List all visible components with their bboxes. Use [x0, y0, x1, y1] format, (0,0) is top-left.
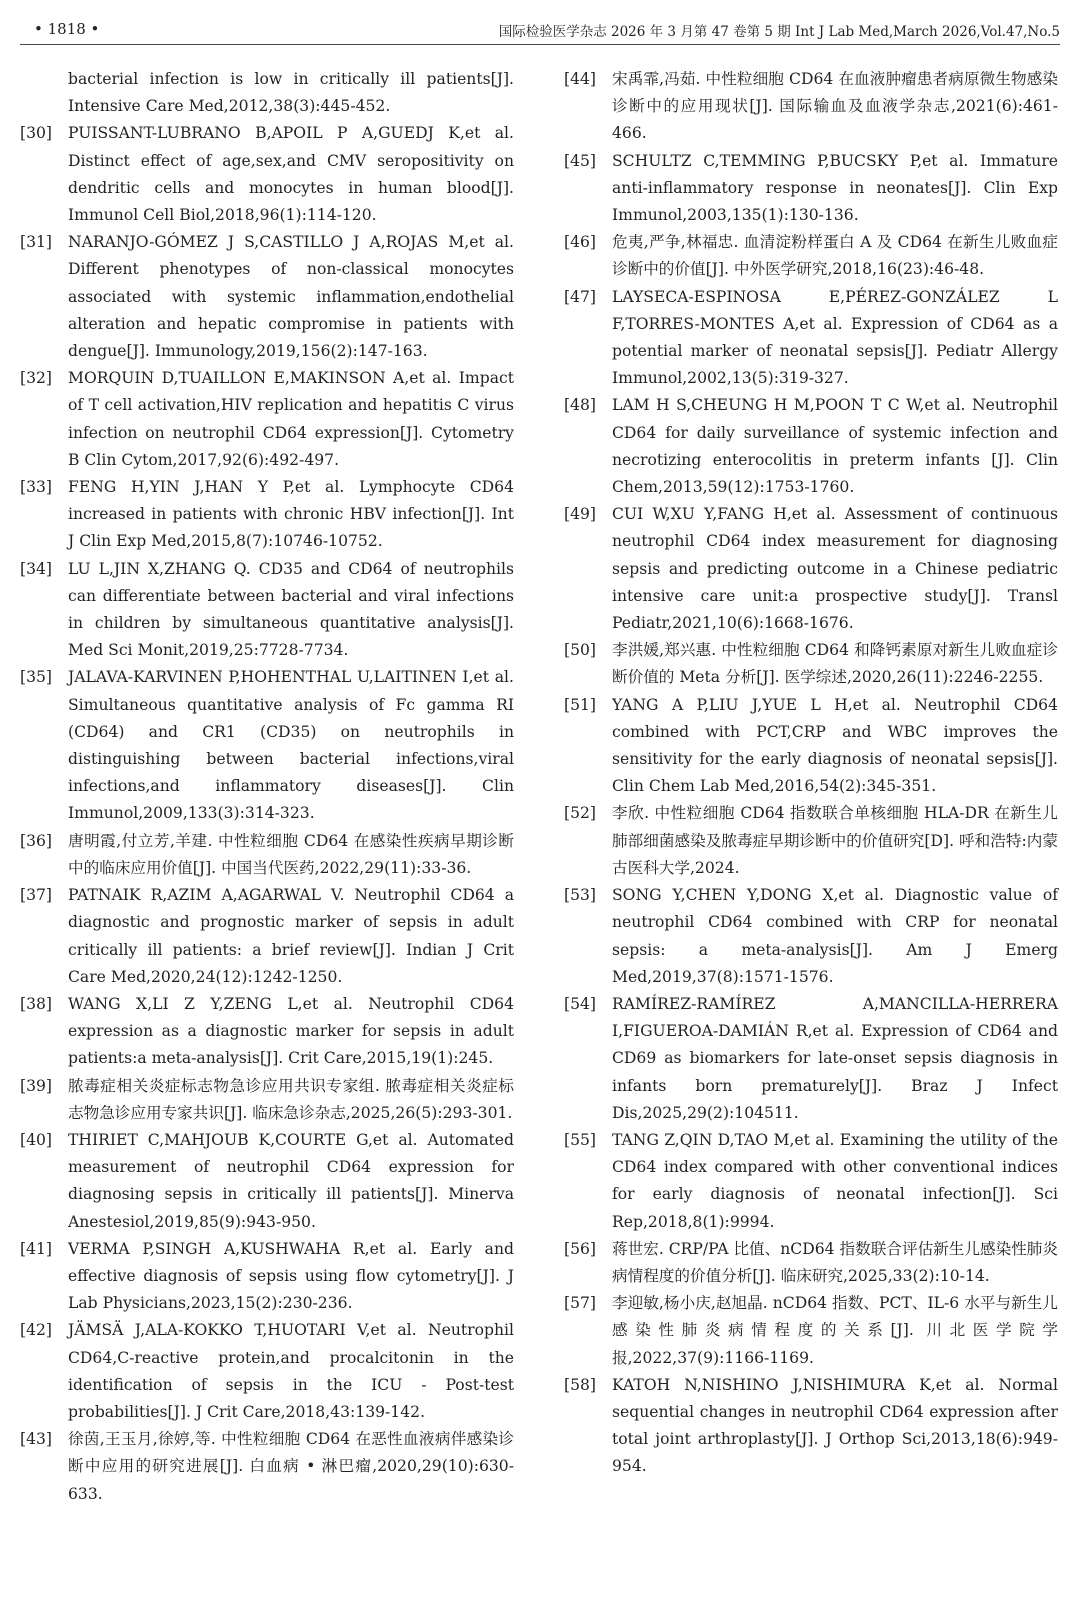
- reference-number: [41]: [20, 1239, 53, 1258]
- reference-number: [39]: [20, 1076, 53, 1095]
- reference-text: FENG H,YIN J,HAN Y P,et al. Lymphocyte CD64 increased in patients with chronic HBV infection[J]. Int J Clin Exp Med,2015,8(7):10746-10752.: [68, 478, 514, 551]
- reference-text: THIRIET C,MAHJOUB K,COURTE G,et al. Automated measurement of neutrophil CD64 expression for diagnosing sepsis in critically ill patients[J]. Minerva Anestesiol,2019,85(9):943-950.: [68, 1130, 514, 1231]
- reference-text: 宋禹霏,冯茹. 中性粒细胞 CD64 在血液肿瘤患者病原微生物感染诊断中的应用现状[J]. 国际输血及血液学杂志,2021(6):461-466.: [612, 70, 1058, 143]
- reference-number: [44]: [564, 70, 597, 88]
- reference-number: [47]: [564, 287, 597, 306]
- reference-number: [45]: [564, 151, 597, 170]
- reference-number: [32]: [20, 369, 53, 388]
- reference-entry: [20, 991, 514, 1073]
- reference-entry: [20, 828, 514, 882]
- reference-text: 危夷,严争,林福忠. 血清淀粉样蛋白 A 及 CD64 在新生儿败血症诊断中的价值[J]. 中外医学研究,2018,16(23):46-48.: [612, 233, 1058, 279]
- reference-text: JALAVA-KARVINEN P,HOHENTHAL U,LAITINEN I,et al. Simultaneous quantitative analysis of Fc gamma RI (CD64) and CR1 (CD35) on neutrophils in distinguishing between bacterial infections,viral infections,and inflammatory diseases[J]. Clin Immunol,2009,133(3):314-323.: [68, 668, 514, 823]
- reference-entry: [564, 1236, 1058, 1290]
- reference-number: [35]: [20, 668, 53, 687]
- reference-entry: [20, 1127, 514, 1236]
- reference-number: [33]: [20, 478, 53, 497]
- reference-entry: [564, 991, 1058, 1127]
- reference-text: LU L,JIN X,ZHANG Q. CD35 and CD64 of neutrophils can differentiate between bacterial and viral infections in children by simultaneous quantitative analysis[J]. Med Sci Monit,2019,25:7728-7734.: [68, 559, 514, 660]
- reference-entry: [564, 800, 1058, 882]
- reference-text: KATOH N,NISHINO J,NISHIMURA K,et al. Normal sequential changes in neutrophil CD64 expression after total joint arthroplasty[J]. J Orthop Sci,2013,18(6):949-954.: [612, 1375, 1058, 1476]
- reference-column-left: [20, 66, 514, 1508]
- reference-entry: [20, 365, 514, 474]
- reference-entry: [20, 882, 514, 991]
- reference-entry: [564, 229, 1058, 283]
- reference-entry: [20, 1073, 514, 1127]
- header-rule: [20, 44, 1060, 45]
- running-header: [0, 0, 1080, 46]
- reference-text: 李迎敏,杨小庆,赵旭晶. nCD64 指数、PCT、IL-6 水平与新生儿感染性肺炎病情程度的关系[J]. 川北医学院学报,2022,37(9):1166-1169.: [612, 1294, 1058, 1367]
- reference-number: [34]: [20, 559, 53, 578]
- reference-text: SONG Y,CHEN Y,DONG X,et al. Diagnostic value of neutrophil CD64 combined with CRP for neonatal sepsis: a meta-analysis[J]. Am J Emerg Med,2019,37(8):1571-1576.: [612, 886, 1058, 986]
- reference-entry: [564, 392, 1058, 501]
- reference-text: LAYSECA-ESPINOSA E,PÉREZ-GONZÁLEZ L F,TORRES-MONTES A,et al. Expression of CD64 as a potential marker of neonatal sepsis[J]. Pediatr Allergy Immunol,2002,13(5):319-327.: [612, 287, 1058, 388]
- reference-number: [48]: [564, 396, 597, 415]
- reference-text: CUI W,XU Y,FANG H,et al. Assessment of continuous neutrophil CD64 index measurement for diagnosing sepsis and predicting outcome in a Chinese pediatric intensive care unit:a prospective study[J]. Transl Pediatr,2021,10(6):1668-1676.: [612, 505, 1058, 633]
- reference-entry: [564, 148, 1058, 230]
- reference-number: [51]: [564, 695, 597, 714]
- page-number: • 1818 •: [34, 20, 100, 38]
- reference-number: [30]: [20, 124, 53, 143]
- reference-number: [37]: [20, 886, 53, 905]
- reference-entry: [20, 1317, 514, 1426]
- reference-text: 脓毒症相关炎症标志物急诊应用共识专家组. 脓毒症相关炎症标志物急诊应用专家共识[J]. 临床急诊杂志,2025,26(5):293-301.: [68, 1076, 514, 1122]
- reference-entry: [20, 556, 514, 665]
- reference-number: [53]: [564, 886, 597, 905]
- reference-number: [55]: [564, 1130, 597, 1149]
- reference-number: [50]: [564, 641, 597, 660]
- reference-entry: [564, 882, 1058, 991]
- reference-number: [31]: [20, 233, 53, 252]
- reference-text: JÄMSÄ J,ALA-KOKKO T,HUOTARI V,et al. Neutrophil CD64,C-reactive protein,and procalcitonin in the identification of sepsis in the ICU - Post-test probabilities[J]. J Crit Care,2018,43:139-142.: [68, 1321, 514, 1421]
- reference-number: [46]: [564, 233, 597, 252]
- reference-text: VERMA P,SINGH A,KUSHWAHA R,et al. Early and effective diagnosis of sepsis using flow cytometry[J]. J Lab Physicians,2023,15(2):230-236.: [68, 1239, 514, 1313]
- reference-text: PATNAIK R,AZIM A,AGARWAL V. Neutrophil CD64 a diagnostic and prognostic marker of sepsis in adult critically ill patients: a brief review[J]. Indian J Crit Care Med,2020,24(12):1242-1250.: [68, 886, 514, 986]
- journal-info: 国际检验医学杂志 2026 年 3 月第 47 卷第 5 期 Int J Lab Med,March 2026,Vol.47,No.5: [498, 24, 1060, 40]
- reference-text: 徐茵,王玉月,徐婷,等. 中性粒细胞 CD64 在恶性血液病伴感染诊断中应用的研究进展[J]. 白血病 • 淋巴瘤,2020,29(10):630-633.: [68, 1430, 514, 1503]
- reference-number: [38]: [20, 994, 53, 1013]
- reference-number: [58]: [564, 1375, 597, 1394]
- reference-number: [40]: [20, 1130, 53, 1149]
- reference-entry: [564, 1290, 1058, 1372]
- reference-entry: [564, 66, 1058, 148]
- reference-text: 唐明霞,付立芳,羊建. 中性粒细胞 CD64 在感染性疾病早期诊断中的临床应用价值[J]. 中国当代医药,2022,29(11):33-36.: [68, 831, 514, 877]
- reference-text: 蒋世宏. CRP/PA 比值、nCD64 指数联合评估新生儿感染性肺炎病情程度的价值分析[J]. 临床研究,2025,33(2):10-14.: [612, 1239, 1058, 1285]
- reference-entry: [564, 637, 1058, 691]
- reference-entry: [20, 229, 514, 365]
- reference-text: WANG X,LI Z Y,ZENG L,et al. Neutrophil CD64 expression as a diagnostic marker for sepsis in adult patients:a meta-analysis[J]. Crit Care,2015,19(1):245.: [68, 994, 514, 1068]
- reference-entry: [20, 664, 514, 827]
- reference-entry: [20, 474, 514, 556]
- reference-text: 李洪媛,郑兴惠. 中性粒细胞 CD64 和降钙素原对新生儿败血症诊断价值的 Meta 分析[J]. 医学综述,2020,26(11):2246-2255.: [612, 641, 1058, 687]
- reference-entry: [564, 692, 1058, 801]
- reference-text: RAMÍREZ-RAMÍREZ A,MANCILLA-HERRERA I,FIGUEROA-DAMIÁN R,et al. Expression of CD64 and CD69 as biomarkers for late-onset sepsis diagnosis in infants born prematurely[J]. Braz J Infect Dis,2025,29(2):104511.: [612, 994, 1058, 1122]
- reference-text: SCHULTZ C,TEMMING P,BUCSKY P,et al. Immature anti-inflammatory response in neonates[J]. Clin Exp Immunol,2003,135(1):130-136.: [612, 151, 1058, 225]
- reference-entry: [20, 120, 514, 229]
- reference-entry: [20, 1236, 514, 1318]
- reference-entry: [564, 1372, 1058, 1481]
- reference-number: [42]: [20, 1321, 53, 1340]
- reference-text: 李欣. 中性粒细胞 CD64 指数联合单核细胞 HLA-DR 在新生儿肺部细菌感染及脓毒症早期诊断中的价值研究[D]. 呼和浩特:内蒙古医科大学,2024.: [612, 804, 1058, 877]
- reference-text: NARANJO-GÓMEZ J S,CASTILLO J A,ROJAS M,et al. Different phenotypes of non-classical monocytes associated with systemic inflammation,endothelial alteration and hepatic compromise in patients with dengue[J]. Immunology,2019,156(2):147-163.: [68, 233, 514, 361]
- reference-text: MORQUIN D,TUAILLON E,MAKINSON A,et al. Impact of T cell activation,HIV replication and hepatitis C virus infection on neutrophil CD64 expression[J]. Cytometry B Clin Cytom,2017,92(6):492-497.: [68, 369, 514, 469]
- reference-number: [57]: [564, 1294, 597, 1313]
- reference-number: [54]: [564, 994, 597, 1013]
- reference-column-right: [564, 66, 1058, 1481]
- reference-text: PUISSANT-LUBRANO B,APOIL P A,GUEDJ K,et al. Distinct effect of age,sex,and CMV seropositivity on dendritic cells and monocytes in human blood[J]. Immunol Cell Biol,2018,96(1):114-120.: [68, 124, 514, 225]
- reference-text: YANG A P,LIU J,YUE L H,et al. Neutrophil CD64 combined with PCT,CRP and WBC improves the sensitivity for the early diagnosis of neonatal sepsis[J]. Clin Chem Lab Med,2016,54(2):345-351.: [612, 695, 1058, 796]
- reference-text: TANG Z,QIN D,TAO M,et al. Examining the utility of the CD64 index compared with other conventional indices for early diagnosis of neonatal infection[J]. Sci Rep,2018,8(1):9994.: [612, 1130, 1058, 1231]
- reference-entry: [564, 284, 1058, 393]
- reference-text: LAM H S,CHEUNG H M,POON T C W,et al. Neutrophil CD64 for daily surveillance of systemic infection and necrotizing enterocolitis in preterm infants [J]. Clin Chem,2013,59(12):1753-1760.: [612, 396, 1058, 497]
- reference-entry: [564, 501, 1058, 637]
- reference-number: [56]: [564, 1239, 597, 1258]
- reference-number: [43]: [20, 1430, 53, 1449]
- reference-number: [36]: [20, 831, 53, 850]
- reference-entry: [20, 1426, 514, 1508]
- reference-number: [49]: [564, 505, 597, 524]
- reference-entry: [564, 1127, 1058, 1236]
- reference-number: [52]: [564, 804, 597, 823]
- reference-continuation: bacterial infection is low in critically ill patients[J]. Intensive Care Med,2012,38(3):445-452.: [68, 70, 514, 116]
